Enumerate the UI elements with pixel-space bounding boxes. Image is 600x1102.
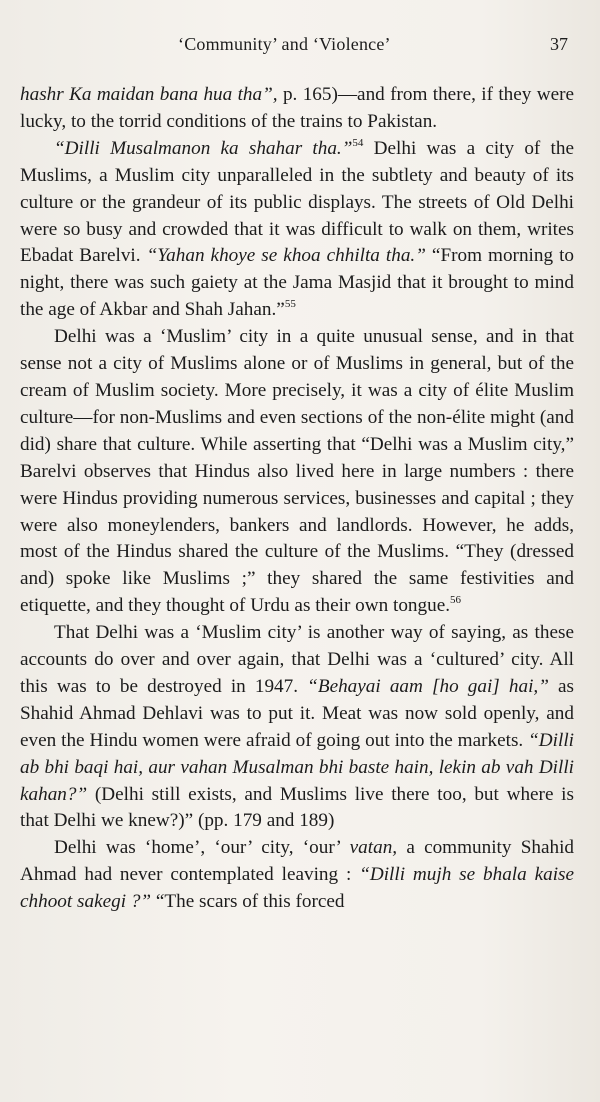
text-run: as Shahid Ahmad Dehlavi was to put it. Meat was now sold openly, and even the Hindu women were afraid of going out into the markets. bbox=[20, 675, 574, 751]
text-run: p. 165)—and from there, if they were lucky, to the torrid conditions of the trains to Pakistan. bbox=[20, 84, 575, 132]
text-run: Delhi was ‘home’, ‘our’ city, ‘our’ bbox=[54, 837, 350, 859]
text-run: “From morning to night, there was such gaiety at the Jama Masjid that it brought to mind the age of Akbar and Shah Jahan.” bbox=[20, 245, 574, 321]
italic-quote: “Dilli Musalmanon ka shahar tha.” bbox=[54, 137, 353, 159]
italic-quote: “Dilli mujh se bhala kaise chhoot sakegi ?” bbox=[20, 864, 575, 913]
text-run: That Delhi was a ‘Muslim city’ is another way of saying, as these accounts do over and over again, that Delhi was a ‘cultured’ city. All this was to be destroyed in 1947. bbox=[20, 622, 574, 697]
text-run: Delhi was a ‘Muslim’ city in a quite unusual sense, and in that sense not a city of Muslims alone or of Muslims in general, but of the cream of Muslim society. More precisely, it was a city of élite Muslim culture—for non-Muslims and even sections of the non-élite might (and did) share that culture. While asserting that “Delhi was a Muslim city,” Barelvi observes that Hindus also lived here in large numbers : there were Hindus providing numerous services, businesses and capital ; they were also moneylenders, bankers and landlords. However, he adds, most of the Hindus shared the culture of the Muslims. “They (dressed and) spoke like Muslims ;” they shared the same festivities and etiquette, and they thought of Urdu as their own tongue. bbox=[20, 326, 574, 617]
italic-quote: “Behayai aam [ho gai] hai,” bbox=[307, 675, 549, 697]
paragraph bbox=[20, 835, 574, 916]
paragraph bbox=[20, 136, 574, 324]
body-text bbox=[20, 82, 574, 916]
footnote-marker: 54 bbox=[352, 136, 364, 149]
italic-quote: hashr Ka maidan bana hua tha”, bbox=[20, 84, 278, 105]
text-run: a community Shahid Ahmad had never contemplated leaving : bbox=[20, 837, 574, 886]
text-run: Delhi was a city of the Muslims, a Muslim city unparalleled in the subtlety and beauty of its culture or the grandeur of its public displays. The streets of Old Delhi were so busy and crowded that it was difficult to walk on them, writes Ebadat Barelvi. bbox=[20, 137, 574, 267]
paragraph bbox=[20, 324, 574, 620]
page-number: 37 bbox=[550, 34, 568, 54]
italic-quote: vatan, bbox=[349, 837, 398, 859]
text-run: “The scars of this forced bbox=[151, 891, 345, 913]
running-title: ‘Community’ and ‘Violence’ bbox=[178, 34, 391, 54]
paragraph bbox=[20, 620, 574, 835]
footnote-marker: 56 bbox=[450, 594, 462, 607]
text-run: (Delhi still exists, and Muslims live there too, but where is that Delhi we knew?)” (pp. 179 and 189) bbox=[20, 783, 574, 832]
italic-quote: “Yahan khoye se khoa chhilta tha.” bbox=[146, 245, 426, 267]
italic-quote: “Dilli ab bhi baqi hai, aur vahan Musalman bhi baste hain, lekin ab vah Dilli kahan?” bbox=[20, 729, 574, 805]
running-header bbox=[0, 34, 600, 60]
footnote-marker: 55 bbox=[284, 298, 296, 311]
paragraph bbox=[20, 82, 574, 136]
